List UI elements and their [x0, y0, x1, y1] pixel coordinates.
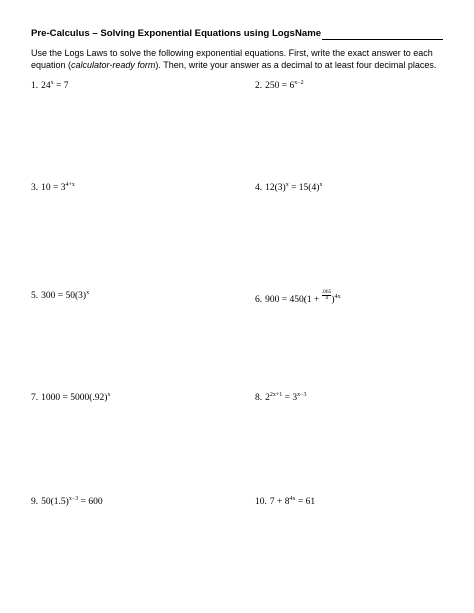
equation-close-paren: ) [331, 295, 335, 305]
name-label: Name [295, 28, 322, 39]
equation-lhs: 250 = 6 [265, 81, 295, 91]
equation-part-b: = 61 [295, 497, 316, 507]
equation-exponent-b: x−3 [297, 392, 307, 398]
equation-base: 24 [41, 81, 51, 91]
problem-number: 9. [31, 497, 39, 507]
equation-part-a: 50(1.5) [41, 497, 69, 507]
equation-part-b: = 3 [282, 393, 298, 403]
equation-part-b: = 15(4) [288, 183, 320, 193]
fraction-numerator: .065 [321, 289, 332, 295]
problem-number: 2. [255, 81, 263, 91]
equation-exponent-a: x [285, 182, 289, 188]
fraction [322, 290, 332, 301]
problem-number: 10. [255, 497, 267, 507]
equation-exponent: 4x [334, 294, 341, 300]
equation-rest: = 7 [53, 81, 69, 91]
equation-exponent: x [50, 80, 54, 86]
instructions [31, 47, 445, 71]
equation-exponent-a: 2x+1 [269, 392, 283, 398]
problem-1 [31, 80, 68, 92]
problem-3 [31, 182, 75, 194]
worksheet-header [31, 28, 443, 42]
problem-5 [31, 290, 89, 302]
equation-part-a: 7 + 8 [269, 497, 290, 507]
problem-number: 6. [255, 295, 263, 305]
equation-lhs: 1000 = 5000(.92) [41, 393, 108, 403]
instructions-emphasis: calculator-ready form [71, 60, 156, 70]
problem-9 [31, 496, 103, 508]
worksheet-title: Pre-Calculus – Solving Exponential Equations using Logs [31, 28, 295, 39]
fraction-denominator: 4 [325, 295, 328, 301]
instructions-text-1: Use the Logs Laws to solve the following exponential equations. First, write the exact answer to each equation ( [31, 48, 433, 70]
equation-part-a: 12(3) [265, 183, 286, 193]
problem-number: 3. [31, 183, 39, 193]
problem-number: 8. [255, 393, 263, 403]
equation-lhs: 900 = 450(1 + [265, 295, 322, 305]
problem-8 [255, 392, 307, 404]
problem-number: 4. [255, 183, 263, 193]
name-field-line[interactable] [322, 39, 443, 40]
problem-number: 1. [31, 81, 39, 91]
equation-exponent: x−2 [294, 80, 304, 86]
problem-7 [31, 392, 110, 404]
equation-exponent: 4x [289, 496, 296, 502]
equation-exponent: 4+x [65, 182, 75, 188]
equation-part-a: 2 [265, 393, 270, 403]
problem-number: 5. [31, 291, 39, 301]
equation-lhs: 300 = 50(3) [41, 291, 87, 301]
problem-6 [255, 290, 341, 306]
equation-exponent: x−3 [68, 496, 79, 502]
problem-number: 7. [31, 393, 39, 403]
problem-10 [255, 496, 315, 508]
problem-2 [255, 80, 304, 92]
equation-exponent: x [86, 290, 90, 296]
equation-part-b: = 600 [78, 497, 103, 507]
instructions-text-2: ). Then, write your answer as a decimal to at least four decimal places. [155, 60, 437, 70]
problem-4 [255, 182, 322, 194]
equation-exponent: x [107, 392, 111, 398]
equation-exponent-b: x [319, 182, 323, 188]
equation-lhs: 10 = 3 [41, 183, 66, 193]
